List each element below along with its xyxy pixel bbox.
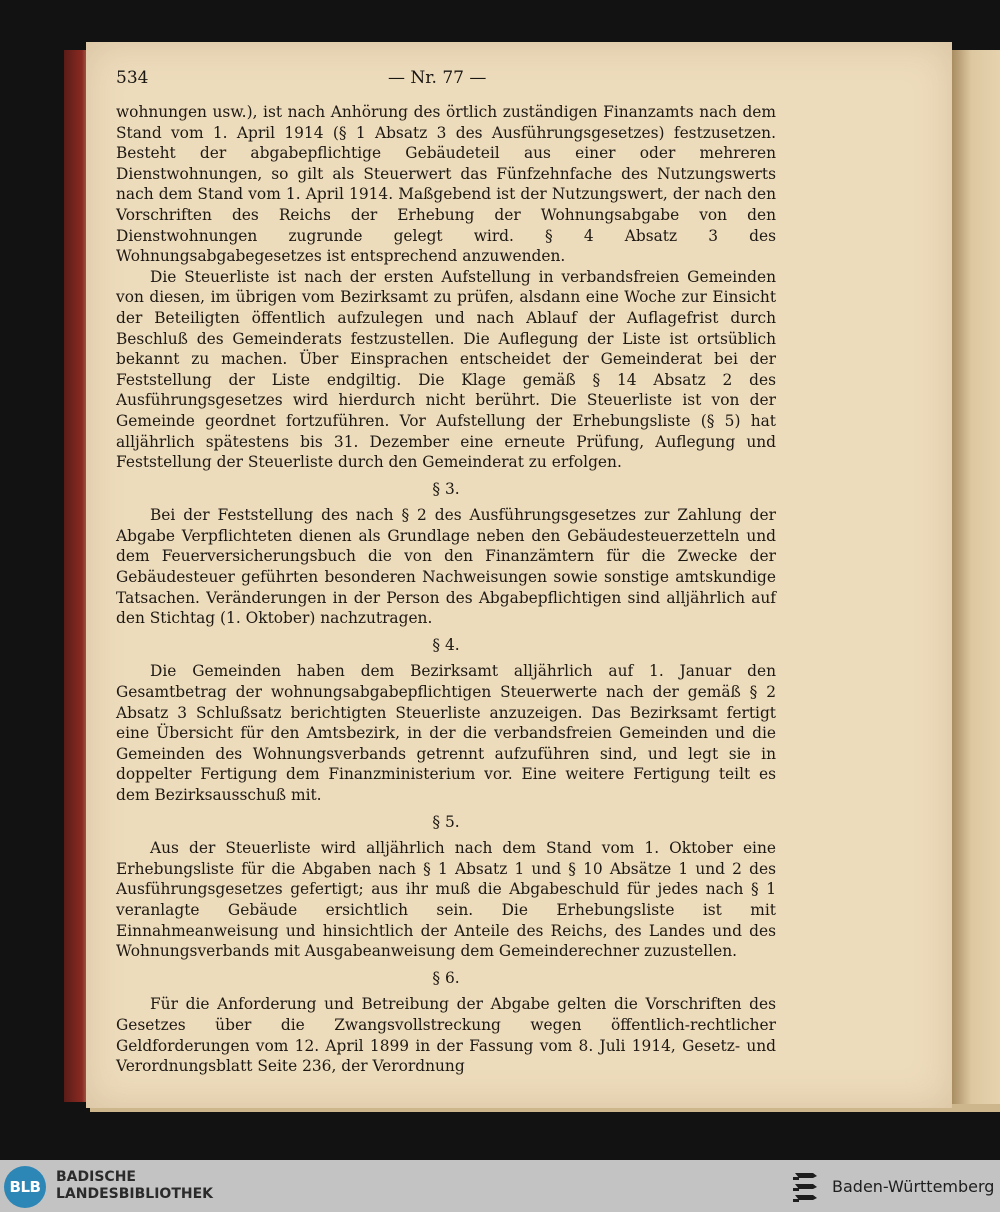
paragraph: Bei der Feststellung des nach § 2 des Ausführungsgesetzes zur Zahlung der Abgabe Verpflichteten dienen als Grundlage neben den Gebäudesteuerzetteln und dem Feuerversicherungsbuch die von den Finanzämtern für die Zwecke der Gebäudesteuer geführten besonderen Nachweisungen sowie sonstige amtskundige Tatsachen. Veränderungen in der Person des Abgabepflichtigen sind alljährlich auf den Stichtag (1. Oktober) nachzutragen. — [116, 506, 776, 628]
adjacent-page-edge — [952, 50, 1000, 1112]
paragraph: Die Steuerliste ist nach der ersten Aufstellung in verbandsfreien Gemeinden von diesen, im übrigen vom Bezirksamt zu prüfen, alsdann eine Woche zur Einsicht der Beteiligten öffentlich aufzulegen und nach Ablauf der Auflagefrist durch Beschluß des Gemeinderats festzustellen. Die Auflegung der Liste ist ortsüblich bekannt zu machen. Über Einsprachen entscheidet der Gemeinderat bei der Feststellung der Liste endgiltig. Die Klage gemäß § 14 Absatz 2 des Ausführungsgesetzes wird hierdurch nicht berührt. Die Steuerliste ist von der Gemeinde geordnet fortzuführen. Vor Aufstellung der Erhebungsliste (§ 5) hat alljährlich spätestens bis 31. Dezember eine erneute Prüfung, Auflegung und Feststellung der Steuerliste durch den Gemeinderat zu erfolgen. — [116, 267, 776, 472]
footer-bar — [0, 1160, 1000, 1212]
page-header — [116, 68, 776, 96]
paragraph: Aus der Steuerliste wird alljährlich nach dem Stand vom 1. Oktober eine Erhebungsliste für die Abgaben nach § 1 Absatz 1 und § 10 Absätze 1 und 2 des Ausführungsgesetzes gefertigt; aus ihr muß die Abgabeschuld für jedes nach § 1 veranlagte Gebäude ersichtlich sein. Die Erhebungsliste ist mit Einnahmeanweisung und hinsichtlich der Anteile des Reichs, des Landes und des Wohnungsverbands mit Ausgabeanweisung dem Gemeinderechner zuzustellen. — [116, 839, 776, 961]
library-name-line1: BADISCHE — [56, 1169, 136, 1185]
lions-coat-of-arms-icon — [792, 1169, 822, 1205]
document-body — [116, 102, 776, 1077]
page-number: 534 — [116, 68, 149, 88]
paragraph: Die Gemeinden haben dem Bezirksamt alljährlich auf 1. Januar den Gesamtbetrag der wohnungsabgabepflichtigen Steuerwerte nach der gemäß § 2 Absatz 3 Schlußsatz berichtigten Steuerliste anzuzeigen. Das Bezirksamt fertigt eine Übersicht für den Amtsbezirk, in der die verbandsfreien Gemeinden und die Gemeinden des Wohnungsverbands getrennt aufzuführen sind, und legt sie in doppelter Fertigung dem Finanzministerium vor. Eine weitere Fertigung teilt es dem Bezirksausschuß mit. — [116, 662, 776, 804]
library-name-line2: LANDESBIBLIOTHEK — [56, 1186, 214, 1202]
paragraph: Für die Anforderung und Betreibung der Abgabe gelten die Vorschriften des Gesetzes über die Zwangsvollstreckung wegen öffentlich-rechtlicher Geldforderungen vom 12. April 1899 in der Fassung vom 8. Juli 1914, Gesetz- und Verordnungsblatt Seite 236, der Verordnung — [116, 995, 776, 1076]
paragraph-continuation: wohnungen usw.), ist nach Anhörung des örtlich zuständigen Finanzamts nach dem Stand vom 1. April 1914 (§ 1 Absatz 3 des Ausführungsgesetzes) festzusetzen. Besteht der abgabepflichtige Gebäudeteil aus einer oder mehreren Dienstwohnungen, so gilt als Steuerwert das Fünfzehnfache des Nutzungswerts nach dem Stand vom 1. April 1914. Maßgebend ist der Nutzungswert, der nach den Vorschriften des Reichs der Erhebung der Wohnungsabgabe von den Dienstwohnungen zugrunde gelegt wird. § 4 Absatz 3 des Wohnungsabgabegesetzes ist entsprechend anzuwenden. — [116, 103, 776, 266]
issue-title: — Nr. 77 — — [388, 68, 487, 88]
section-heading: § 6. — [432, 968, 460, 987]
section-heading: § 5. — [432, 812, 460, 831]
section-heading: § 4. — [432, 635, 460, 654]
state-name: Baden-Württemberg — [832, 1177, 995, 1196]
blb-logo[interactable]: BLB — [4, 1166, 46, 1208]
section-heading: § 3. — [432, 479, 460, 498]
library-name[interactable] — [56, 1169, 213, 1203]
